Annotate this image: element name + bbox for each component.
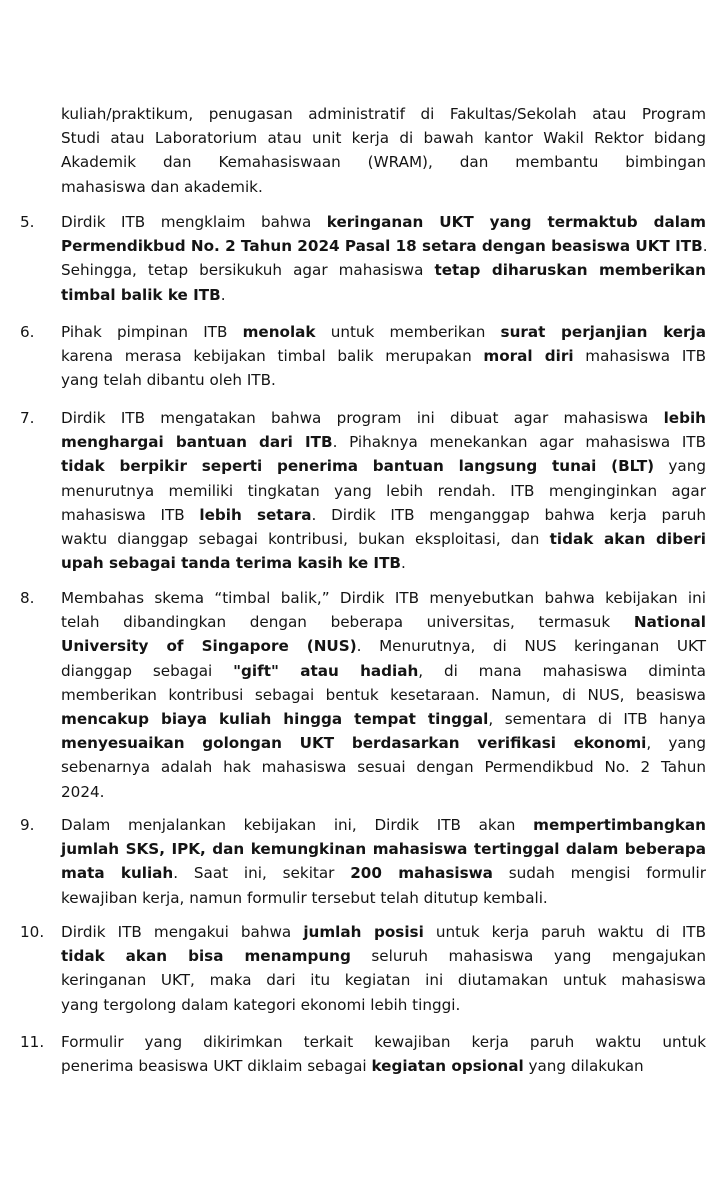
text-run: Dalam menjalankan kebijakan ini, Dirdik ITB akan bbox=[61, 816, 534, 834]
bold-text: moral diri bbox=[483, 347, 574, 366]
text-run: , sementara di ITB hanya bbox=[488, 710, 706, 728]
text-run: karena merasa kebijakan timbal balik merupakan bbox=[61, 347, 484, 366]
text-run: yang tergolong dalam kategori ekonomi lebih tinggi. bbox=[61, 995, 461, 1014]
bold-text: jumlah SKS, IPK, dan kemungkinan mahasiswa tertinggal dalam beberapa bbox=[61, 840, 706, 859]
text-run: memberikan kontribusi sebagai bentuk kesetaraan. Namun, di NUS, beasiswa bbox=[61, 685, 706, 704]
text-line bbox=[61, 684, 706, 708]
bold-text: timbal balik ke ITB bbox=[61, 285, 221, 304]
list-number: 5. bbox=[20, 213, 35, 231]
text-run: . Pihaknya menekankan agar mahasiswa ITB bbox=[332, 433, 706, 452]
list-number: 10. bbox=[20, 923, 45, 941]
text-run: . bbox=[702, 237, 708, 256]
text-run: mahasiswa dan akademik. bbox=[61, 177, 263, 196]
text-line bbox=[61, 1031, 706, 1055]
bold-text: upah sebagai tanda terima kasih ke ITB bbox=[61, 554, 402, 573]
bold-text: 200 mahasiswa bbox=[350, 864, 493, 883]
list-number: 7. bbox=[20, 409, 35, 427]
text-line bbox=[61, 838, 706, 862]
text-line bbox=[61, 235, 706, 259]
bold-text: surat perjanjian kerja bbox=[500, 323, 707, 341]
text-run: Sehingga, tetap bersikukuh agar mahasiswa bbox=[61, 261, 435, 280]
text-line bbox=[61, 635, 706, 659]
text-line bbox=[61, 528, 706, 552]
bold-text: menyesuaikan golongan UKT berdasarkan verifikasi ekonomi bbox=[61, 734, 647, 753]
text-run: mahasiswa ITB bbox=[573, 347, 706, 366]
text-line bbox=[61, 369, 706, 393]
text-run: telah dibandingkan dengan beberapa universitas, termasuk bbox=[61, 613, 634, 632]
text-line bbox=[61, 552, 706, 576]
text-run: . Menurutnya, di NUS keringanan UKT bbox=[356, 637, 706, 656]
text-line bbox=[61, 103, 706, 127]
text-line bbox=[61, 407, 706, 431]
bold-text: University of Singapore (NUS) bbox=[61, 637, 357, 656]
text-line bbox=[61, 660, 706, 684]
text-run: Studi atau Laboratorium atau unit kerja di bawah kantor Wakil Rektor bidang bbox=[61, 129, 706, 148]
text-line bbox=[61, 151, 706, 175]
text-run: Pihak pimpinan ITB bbox=[61, 323, 243, 341]
text-line bbox=[61, 969, 706, 993]
bold-text: jumlah posisi bbox=[303, 923, 424, 941]
text-run: yang bbox=[654, 457, 706, 476]
text-run: yang telah dibantu oleh ITB. bbox=[61, 371, 276, 390]
text-line bbox=[61, 862, 706, 886]
text-run: . bbox=[401, 554, 406, 573]
list-number: 11. bbox=[20, 1033, 45, 1051]
text-run: kuliah/praktikum, penugasan administratif di Fakultas/Sekolah atau Program bbox=[61, 105, 706, 123]
text-line bbox=[61, 504, 706, 528]
text-run: , yang bbox=[646, 734, 706, 753]
text-line bbox=[61, 814, 706, 838]
text-run: keringanan UKT, maka dari itu kegiatan ini diutamakan untuk mahasiswa bbox=[61, 971, 706, 990]
text-line bbox=[61, 921, 706, 945]
bold-text: lebih setara bbox=[199, 505, 312, 524]
bold-text: lebih bbox=[663, 409, 706, 427]
text-line bbox=[61, 431, 706, 455]
text-line bbox=[61, 284, 706, 308]
bold-text: tidak berpikir seperti penerima bantuan langsung tunai (BLT) bbox=[61, 457, 655, 476]
text-run: mahasiswa ITB bbox=[61, 505, 200, 524]
bold-text: mata kuliah bbox=[61, 864, 174, 883]
text-line bbox=[61, 887, 706, 911]
list-number: 6. bbox=[20, 323, 35, 341]
text-line bbox=[61, 321, 706, 345]
bold-text: tetap diharuskan memberikan bbox=[434, 261, 706, 280]
text-run: Dirdik ITB mengatakan bahwa program ini dibuat agar mahasiswa bbox=[61, 409, 664, 427]
text-run: untuk kerja paruh waktu di ITB bbox=[423, 923, 707, 941]
bold-text: Permendikbud No. 2 Tahun 2024 Pasal 18 setara dengan beasiswa UKT ITB bbox=[61, 237, 703, 256]
text-line bbox=[61, 127, 706, 151]
text-line bbox=[61, 259, 706, 283]
text-run: dianggap sebagai bbox=[61, 661, 234, 680]
bold-text: mencakup biaya kuliah hingga tempat tinggal bbox=[61, 710, 489, 728]
text-run: Formulir yang dikirimkan terkait kewajiban kerja paruh waktu untuk bbox=[61, 1033, 706, 1051]
bold-text: tidak akan diberi bbox=[549, 530, 706, 548]
text-line bbox=[61, 945, 706, 969]
text-run: 2024. bbox=[61, 782, 105, 801]
text-run: yang dilakukan bbox=[523, 1057, 644, 1076]
text-line bbox=[61, 455, 706, 479]
list-number: 9. bbox=[20, 816, 35, 834]
text-run: sudah mengisi formulir bbox=[492, 864, 706, 883]
text-line bbox=[61, 781, 706, 805]
bold-text: mempertimbangkan bbox=[533, 816, 706, 834]
bold-text: kegiatan opsional bbox=[371, 1057, 524, 1076]
text-line bbox=[61, 176, 706, 200]
text-run: Dirdik ITB mengklaim bahwa bbox=[61, 213, 327, 231]
bold-text: menghargai bantuan dari ITB bbox=[61, 433, 333, 452]
text-line bbox=[61, 480, 706, 504]
text-run: kewajiban kerja, namun formulir tersebut telah ditutup kembali. bbox=[61, 888, 548, 907]
text-line bbox=[61, 611, 706, 635]
text-line bbox=[61, 756, 706, 780]
text-run: Akademik dan Kemahasiswaan (WRAM), dan membantu bimbingan bbox=[61, 153, 706, 172]
bold-text: National bbox=[633, 613, 706, 632]
text-run: waktu dianggap sebagai kontribusi, bukan eksploitasi, dan bbox=[61, 530, 550, 548]
text-run: Membahas skema “timbal balik,” Dirdik ITB menyebutkan bahwa kebijakan ini bbox=[61, 589, 706, 607]
text-line bbox=[61, 732, 706, 756]
list-number: 8. bbox=[20, 589, 35, 607]
text-run: seluruh mahasiswa yang mengajukan bbox=[350, 947, 706, 966]
text-line bbox=[61, 994, 706, 1018]
text-line bbox=[61, 345, 706, 369]
text-run: . bbox=[220, 285, 226, 304]
text-line bbox=[61, 211, 706, 235]
text-run: . Saat ini, sekitar bbox=[173, 864, 351, 883]
text-line bbox=[61, 708, 706, 732]
bold-text: menolak bbox=[242, 323, 316, 341]
bold-text: "gift" atau hadiah bbox=[233, 661, 419, 680]
bold-text: keringanan UKT yang termaktub dalam bbox=[326, 213, 706, 231]
text-run: untuk memberikan bbox=[315, 323, 501, 341]
bold-text: tidak akan bisa menampung bbox=[61, 947, 351, 966]
text-line bbox=[61, 1055, 706, 1079]
text-run: penerima beasiswa UKT diklaim sebagai bbox=[61, 1057, 372, 1076]
text-run: sebenarnya adalah hak mahasiswa sesuai dengan Permendikbud No. 2 Tahun bbox=[61, 758, 706, 777]
text-run: Dirdik ITB mengakui bahwa bbox=[61, 923, 304, 941]
text-run: . Dirdik ITB menganggap bahwa kerja paruh bbox=[311, 505, 706, 524]
text-line bbox=[61, 587, 706, 611]
text-run: , di mana mahasiswa diminta bbox=[418, 661, 706, 680]
text-run: menurutnya memiliki tingkatan yang lebih rendah. ITB menginginkan agar bbox=[61, 481, 706, 500]
